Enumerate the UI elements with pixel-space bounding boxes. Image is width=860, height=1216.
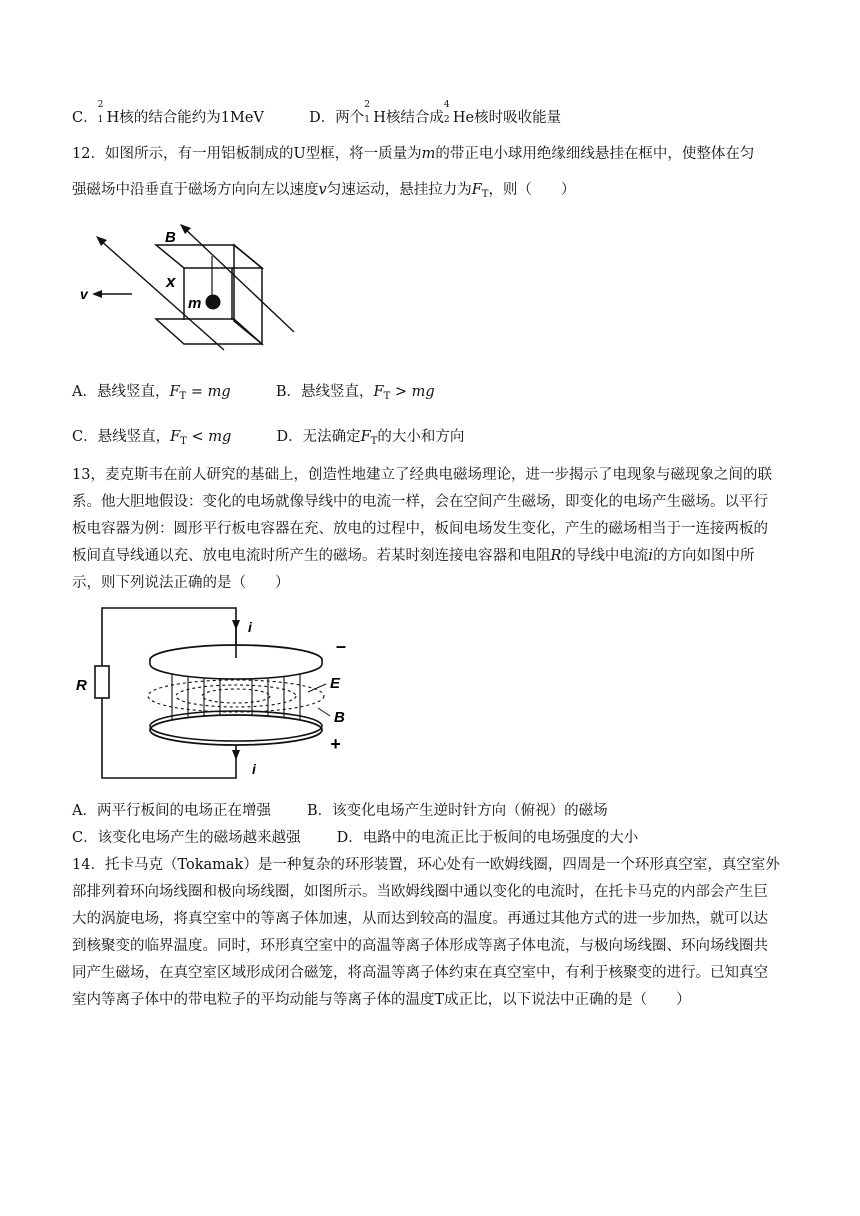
q14-stem-line2: 部排列着环向场线圈和极向场线圈，如图所示。当欧姆线圈中通以变化的电流时，在托卡马克的内部会产生巨 (72, 884, 768, 900)
q12-options-cd: C．悬线竖直，$F_T$ < mg D．无法确定$F_T$的大小和方向 (72, 429, 465, 447)
q13-stem-line1: 13，麦克斯韦在前人研究的基础上，创造性地建立了经典电磁场理论，进一步揭示了电现象与磁现象之间的联 (72, 467, 772, 483)
field-b-label: B (165, 229, 176, 246)
q12-u-frame-figure (72, 220, 302, 355)
q11-option-c: C． 2 1 H核的结合能约为1MeV (72, 100, 264, 126)
q13-stem-line4: 板间直导线通以充、放电电流时所产生的磁场。若某时刻连接电容器和电阻R的导线中电流i的方向如图中所 (72, 548, 755, 564)
q12-stem-line1: 12．如图所示，有一用铝板制成的U型框，将一质量为m的带正电小球用绝缘细线悬挂在框中，使整体在匀 (72, 146, 755, 162)
q12-stem-line2: 强磁场中沿垂直于磁场方向向左以速度v匀速运动，悬挂拉力为$F_T$，则（ ） (72, 182, 576, 200)
q13-options-cd: C．该变化电场产生的磁场越来越强 D．电路中的电流正比于板间的电场强度的大小 (72, 830, 639, 846)
q12-options-ab: A．悬线竖直，$F_T$ = mg B．悬线竖直，$F_T$ > mg (72, 384, 435, 402)
field-cross-label: x (166, 272, 176, 291)
q13-options-ab: A．两平行板间的电场正在增强 B．该变化电场产生逆时针方向（俯视）的磁场 (72, 803, 608, 819)
nuclide-helium: 4 2 He (443, 100, 475, 126)
q11-option-d: D．两个 2 1 H核结合成 4 2 He核时吸收能量 (309, 100, 562, 126)
q13-stem-line3: 板电容器为例：圆形平行板电容器在充、放电的过程中，板间电场发生变化，产生的磁场相当于一连接两板的 (72, 521, 768, 537)
positive-plate-label: + (330, 734, 341, 754)
q14-stem-line3: 大的涡旋电场，将真空室中的等离子体加速，从而达到较高的温度。再通过其他方式的进一步加热，就可以达 (72, 911, 768, 927)
field-e-label: E (330, 675, 341, 692)
q13-capacitor-figure (72, 600, 362, 785)
velocity-label: v (80, 286, 88, 302)
charged-ball (206, 295, 221, 310)
q14-stem-line5: 同产生磁场，在真空室区域形成闭合磁笼，将高温等离子体约束在真空室中，有利于核聚变的进行。已知真空 (72, 965, 768, 981)
current-bottom-label: i (252, 761, 256, 777)
q14-stem-line1: 14．托卡马克（Tokamak）是一种复杂的环形装置，环心处有一欧姆线圈，四周是一个环形真空室，真空室外 (72, 857, 780, 873)
q11-options-cd (72, 100, 562, 128)
q13-stem-line5: 示，则下列说法正确的是（ ） (72, 575, 290, 591)
current-top-label: i (248, 619, 252, 635)
nuclide-deuterium: 2 1 H (364, 100, 386, 126)
q14-stem-line6: 室内等离子体中的带电粒子的平均动能与等离子体的温度T成正比，以下说法中正确的是（ ） (72, 992, 691, 1008)
field-b-label: B (334, 709, 345, 726)
negative-plate-label: – (336, 636, 347, 656)
q13-stem-line2: 系。他大胆地假设：变化的电场就像导线中的电流一样，会在空间产生磁场，即变化的电场产生磁场。以平行 (72, 494, 768, 510)
mass-label: m (188, 295, 202, 312)
nuclide-deuterium: 2 1 H (97, 100, 120, 126)
resistor (95, 666, 109, 698)
resistor-label: R (76, 677, 87, 694)
q14-stem-line4: 到核聚变的临界温度。同时，环形真空室中的高温等离子体形成等离子体电流，与极向场线圈、环向场线圈共 (72, 938, 768, 954)
